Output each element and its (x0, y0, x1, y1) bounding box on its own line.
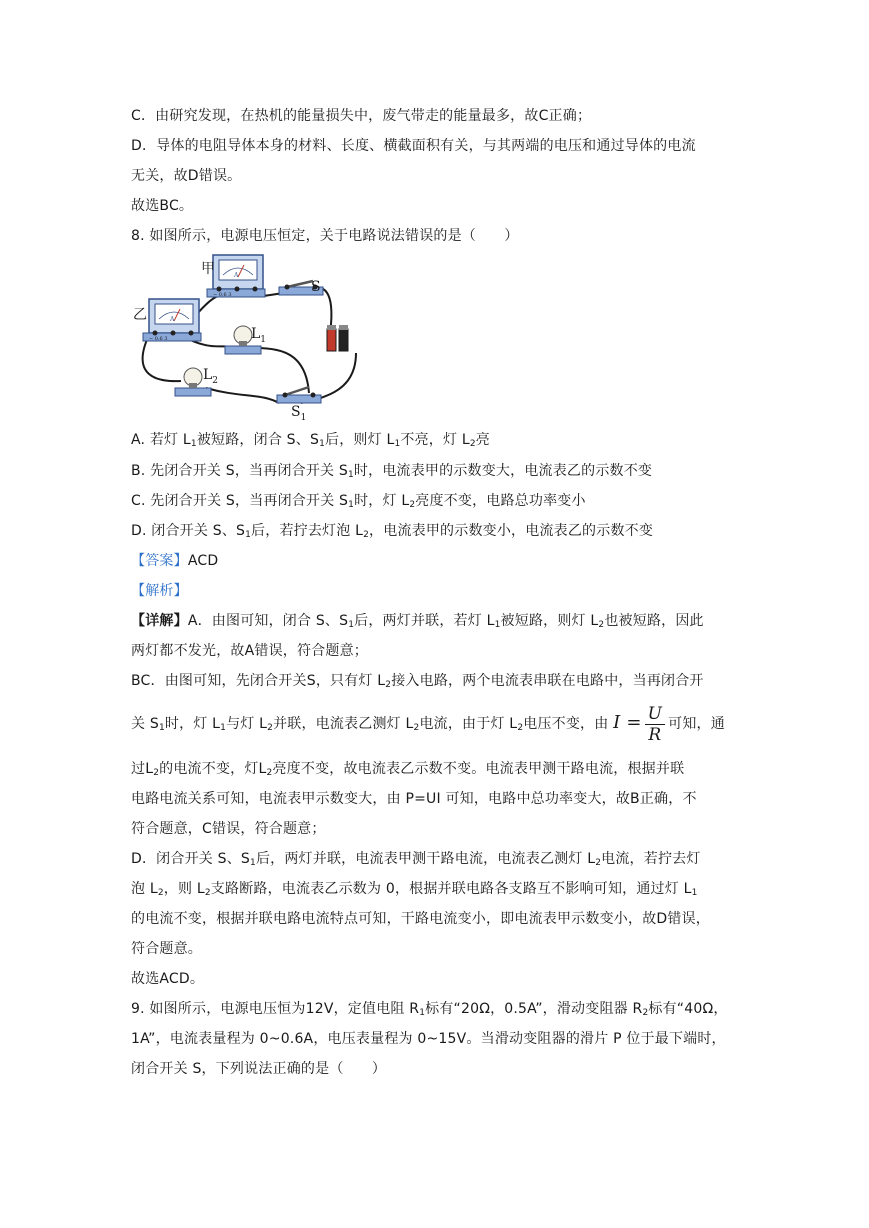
q9-stem-line-1: 9. 如图所示，电源电压恒为12V，定值电阻 $R_1$标有“20Ω，0.5A”，滑动变阻器 $R_2$标有“40Ω， (131, 1001, 728, 1018)
ammeter-yi-dial: A (170, 316, 175, 323)
q8-detail-line-9: 泡 $L_2$，则 $L_2$支路断路，电流表乙示数为 0，根据并联电路各支路互不影响可知，通过灯 $L_1$ (131, 881, 698, 898)
ammeter-yi-terminals: − 0.6 3 (149, 336, 168, 342)
q7-option-d-explanation: D．导体的电阻导体本身的材料、长度、横截面积有关，与其两端的电压和通过导体的电流 (131, 138, 696, 154)
ammeter-jia-label: 甲 (201, 261, 215, 277)
ammeter-yi (143, 299, 201, 342)
answer-value: ACD (187, 553, 219, 569)
q8-detail-line-3: BC．由图可知，先闭合开关S，只有灯 $L_2$接入电路，两个电流表串联在电路中，当再闭合开 (131, 673, 704, 690)
q8-detail-line-8: D．闭合开关 S、$S_1$后，两灯并联，电流表甲测干路电流，电流表乙测灯 $L_2$电流，若拧去灯 (131, 851, 701, 868)
q8-detail-line-2: 两灯都不发光，故A错误，符合题意； (131, 643, 368, 659)
q7-choice: 故选BC。 (131, 198, 194, 214)
q8-detail-line-6: 电路电流关系可知，电流表甲示数变大，由 P=UI 可知，电路中总功率变大，故B正确，不 (131, 791, 697, 807)
q8-detail-line-4: 关 $S_1$时，灯 $L_1$与灯 $L_2$并联，电流表乙测灯 $L_2$电流，由于灯 $L_2$电压不变，由 I = $\frac{U}{R}$ 可知，通 (131, 703, 725, 745)
switch-s1 (277, 387, 321, 403)
ammeter-yi-label: 乙 (133, 307, 147, 323)
q8-answer (131, 551, 218, 571)
formula-fraction (645, 704, 666, 745)
q8-detail-line-7: 符合题意，C错误，符合题意； (131, 821, 326, 837)
switch-s1-label: $S_1$ (291, 404, 307, 423)
lamp-l1-label: $L_1$ (251, 326, 267, 345)
q8-detail-line-1: 【详解】A．由图可知，闭合 S、$S_1$后，两灯并联，若灯 $L_1$被短路，则灯 $L_2$也被短路，因此 (131, 613, 704, 630)
detail-tag: 【详解】 (131, 613, 188, 629)
q8-stem: 8. 如图所示，电源电压恒定，关于电路说法错误的是（ ） (131, 228, 519, 244)
q8-option-b: B. 先闭合开关 S，当再闭合开关 $S_1$时，电流表甲的示数变大，电流表乙的示数不变 (131, 463, 653, 480)
answer-tag: 【答案】 (131, 553, 188, 569)
q9-stem-line-2: 1A”，电流表量程为 0~0.6A，电压表量程为 0~15V。当滑动变阻器的滑片 P 位于最下端时， (131, 1031, 726, 1047)
q8-option-d: D. 闭合开关 S、$S_1$后，若拧去灯泡 $L_2$，电流表甲的示数变小，电流表乙的示数不变 (131, 523, 654, 540)
battery (327, 325, 348, 351)
q8-detail-line-10: 的电流不变，根据并联电路电流特点可知，干路电流变小，即电流表甲示数变小，故D错误， (131, 911, 710, 927)
q7-option-d-explanation-cont: 无关，故D错误。 (131, 168, 242, 184)
q9-stem-line-3: 闭合开关 S，下列说法正确的是（ ） (131, 1061, 387, 1077)
ammeter-jia (207, 255, 265, 298)
circuit-diagram (131, 253, 361, 423)
formula-numerator: U (647, 703, 663, 724)
q7-option-c-explanation: C．由研究发现，在热机的能量损失中，废气带走的能量最多，故C正确； (131, 108, 592, 124)
analysis-tag: 【解析】 (131, 583, 188, 599)
lamp-l2-label: $L_2$ (203, 367, 219, 386)
q8-detail-line-5: 过$L_2$的电流不变，灯$L_2$亮度不变，故电流表乙示数不变。电流表甲测干路电流，根据并联 (131, 761, 685, 778)
q8-choice: 故选ACD。 (131, 971, 205, 987)
ammeter-jia-dial: A (234, 272, 239, 279)
q8-option-a: A. 若灯 $L_1$被短路，闭合 S、$S_1$后，则灯 $L_1$不亮，灯 $L_2$亮 (131, 432, 490, 449)
q8-option-c: C. 先闭合开关 S，当再闭合开关 $S_1$时，灯 $L_2$亮度不变，电路总功率变小 (131, 493, 586, 510)
ammeter-jia-terminals: − 0.6 3 (213, 292, 232, 298)
switch-s-label: S (311, 279, 321, 295)
q8-detail-line-11: 符合题意。 (131, 941, 202, 957)
formula-lhs: I = (613, 712, 642, 733)
formula-denominator: R (645, 724, 666, 745)
